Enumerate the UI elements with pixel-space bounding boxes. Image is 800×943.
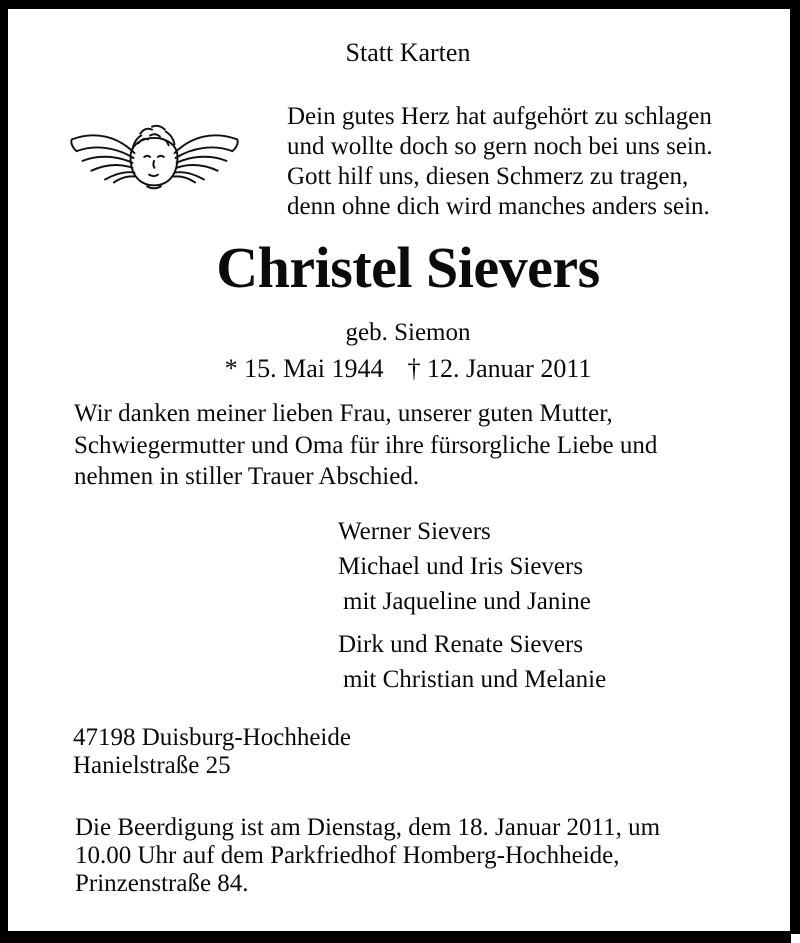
funeral-details	[75, 814, 660, 898]
funeral-line: 10.00 Uhr auf dem Parkfriedhof Homberg-Hochheide,	[75, 842, 620, 869]
mourner-line: mit Jaqueline und Janine	[343, 588, 591, 615]
wing-left-icon	[71, 135, 135, 182]
frame-right-edge	[790, 0, 800, 934]
wing-right-icon	[174, 135, 238, 182]
poem-line: Gott hilf uns, diesen Schmerz zu tragen,	[287, 163, 689, 190]
poem-line: und wollte doch so gern noch bei uns sein.	[287, 133, 713, 160]
life-dates	[16, 355, 800, 382]
frame-bottom-edge	[0, 931, 791, 943]
tribute-line: nehmen in stiller Trauer Abschied.	[74, 463, 420, 490]
mourner-line: Werner Sievers	[338, 518, 491, 545]
mourner-line: mit Christian und Melanie	[343, 666, 607, 693]
frame-left-edge	[0, 0, 8, 943]
deceased-name: Christel Sievers	[216, 235, 600, 300]
death-date: † 12. Januar 2011	[407, 354, 592, 383]
mourners-group-2	[338, 627, 606, 697]
tribute-line: Schwiegermutter und Oma für ihre fürsorgliche Liebe und	[74, 431, 658, 459]
poem	[287, 102, 713, 222]
address-block	[73, 724, 351, 779]
mourner-line: Dirk und Renate Sievers	[338, 631, 584, 658]
birth-date: * 15. Mai 1944	[224, 354, 384, 383]
cherub-angel-icon	[62, 112, 247, 202]
pre-header: Statt Karten	[345, 38, 471, 67]
mourners-group-1	[338, 514, 591, 619]
poem-line: denn ohne dich wird manches anders sein.	[287, 193, 710, 220]
tribute-line: Wir danken meiner lieben Frau, unserer guten Mutter,	[74, 400, 613, 427]
address-line: Hanielstraße 25	[73, 751, 231, 779]
frame-top-edge	[0, 0, 800, 9]
funeral-line: Die Beerdigung ist am Dienstag, dem 18. Januar 2011, um	[75, 814, 661, 841]
tribute-paragraph	[74, 398, 657, 493]
poem-line: Dein gutes Herz hat aufgehört zu schlagen	[287, 103, 712, 130]
mourner-line: Michael und Iris Sievers	[338, 553, 584, 580]
maiden-name: geb. Siemon	[345, 319, 471, 346]
address-line: 47198 Duisburg-Hochheide	[73, 724, 351, 751]
funeral-line: Prinzenstraße 84.	[75, 870, 249, 897]
